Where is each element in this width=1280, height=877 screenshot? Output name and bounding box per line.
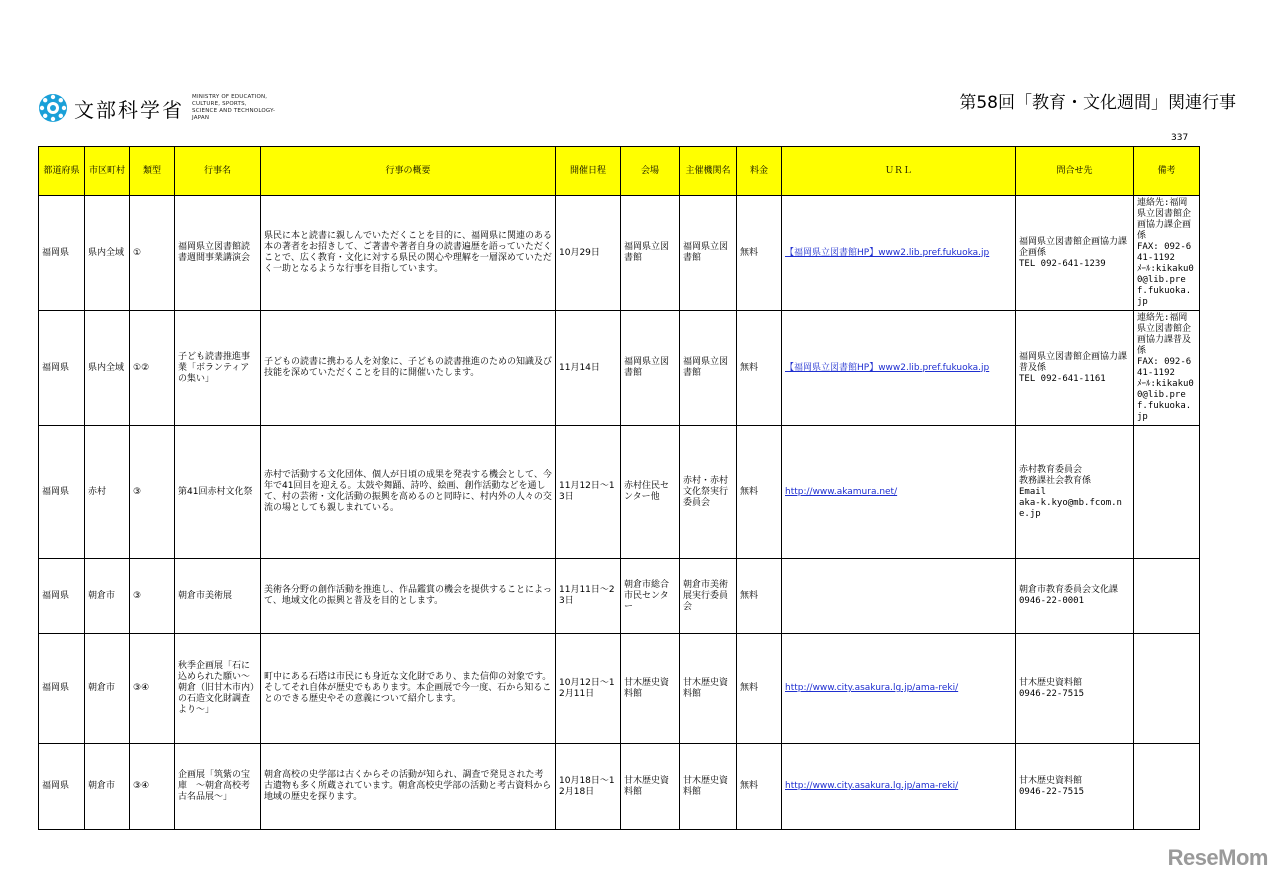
event-url-link[interactable]: 【福岡県立図書館HP】www2.lib.pref.fukuoka.jp [785,362,990,373]
event-url-link[interactable]: http://www.city.asakura.lg.jp/ama-reki/ [785,781,959,791]
column-header-type: 類型 [130,147,175,196]
table-row [39,426,1200,559]
municipality-cell [85,634,130,744]
event-url-link[interactable]: http://www.akamura.net/ [785,486,898,497]
column-header-fee: 料金 [737,147,782,196]
prefecture-cell-text: 福岡県 [42,590,70,601]
venue-cell [621,744,680,830]
type-cell-text: ① [133,247,142,258]
venue-cell-text: 赤村住民センター他 [624,481,670,502]
summary-cell-text: 町中にある石塔は市民にも身近な文化財であり、また信仰の対象です。そしてそれ自体が歴史でもあります。本企画展で今一度、石から知ることのできる歴史やその意義について紹介します。 [264,672,552,704]
type-cell-text: ③ [133,590,142,601]
event-name-cell [175,196,261,311]
column-header-organizer: 主催機関名 [680,147,737,196]
table-row [39,744,1200,830]
type-cell-text: ①② [133,362,150,373]
organizer-cell-text: 福岡県立図書館 [683,357,729,378]
municipality-cell [85,426,130,559]
event-name-cell [175,634,261,744]
dates-cell [556,311,621,426]
venue-cell-text: 甘木歴史資料館 [624,775,670,797]
prefecture-cell [39,196,85,311]
municipality-cell-text: 赤村 [88,486,107,497]
municipality-cell-text: 県内全域 [88,362,125,373]
organizer-cell [680,311,737,426]
type-cell-text: ③ [133,486,142,497]
ministry-english-name: MINISTRY OF EDUCATION, CULTURE, SPORTS, SCIENCE AND TECHNOLOGY-JAPAN [192,94,276,121]
fee-cell [737,196,782,311]
summary-cell [261,744,556,830]
organizer-cell-text: 福岡県立図書館 [683,242,729,263]
fee-cell [737,311,782,426]
fee-cell-text: 無料 [740,486,759,497]
prefecture-cell [39,311,85,426]
event-url-link[interactable]: http://www.city.asakura.lg.jp/ama-reki/ [785,683,959,693]
prefecture-cell-text: 福岡県 [42,247,70,258]
prefecture-cell [39,634,85,744]
table-row [39,634,1200,744]
url-cell [782,744,1016,830]
column-header-notes: 備考 [1134,147,1200,196]
column-header-event-name: 行事名 [175,147,261,196]
organizer-cell-text: 赤村・赤村文化祭実行委員会 [683,475,729,508]
prefecture-cell-text: 福岡県 [42,683,70,693]
summary-cell-text: 美術各分野の創作活動を推進し、作品鑑賞の機会を提供することによって、地域文化の振興と普及を目的とします。 [264,585,553,606]
type-cell [130,634,175,744]
type-cell [130,559,175,634]
venue-cell [621,311,680,426]
column-header-prefecture: 都道府県 [39,147,85,196]
event-name-cell [175,559,261,634]
contact-cell-text: 甘木歴史資料館 0946-22-7515 [1019,775,1085,797]
organizer-cell [680,196,737,311]
prefecture-cell-text: 福岡県 [42,781,70,791]
prefecture-cell [39,744,85,830]
event-name-cell [175,311,261,426]
summary-cell-text: 朝倉高校の史学部は古くからその活動が知られ、調査で発見された考古遺物も多く所蔵されています。朝倉高校史学部の活動と考古資料から地域の歴史を探ります。 [264,770,552,802]
notes-cell-text: 連絡先:福岡県立図書館企画協力課企画係 FAX: 092-641-1192 ﾒｰﾙ:kikaku00@lib.pref.fukuoka.jp [1137,198,1194,307]
table-row [39,196,1200,311]
notes-cell [1134,559,1200,634]
prefecture-cell-text: 福岡県 [42,362,70,373]
contact-cell [1016,744,1134,830]
contact-cell-text: 赤村教育委員会 教務課社会教育係 Email aka-k.kyo@mb.fcom.ne.jp [1019,464,1122,519]
fee-cell [737,634,782,744]
organizer-cell-text: 甘木歴史資料館 [683,677,729,699]
venue-cell [621,559,680,634]
summary-cell [261,559,556,634]
event-name-cell-text: 子ども読書推進事業「ボランティアの集い」 [178,351,251,384]
event-name-cell [175,744,261,830]
ministry-name: 文部科学省 [74,97,184,122]
municipality-cell-text: 朝倉市 [88,781,116,791]
contact-cell [1016,196,1134,311]
url-cell [782,311,1016,426]
organizer-cell [680,634,737,744]
summary-cell-text: 子どもの読書に携わる人を対象に、子どもの読書推進のための知識及び技能を深めていただくことを目的に開催いたします。 [264,357,553,378]
notes-cell [1134,426,1200,559]
column-header-municipality: 市区町村 [85,147,130,196]
notes-cell [1134,744,1200,830]
dates-cell-text: 10月29日 [559,247,600,258]
notes-cell-text: 連絡先:福岡県立図書館企画協力課普及係 FAX: 092-641-1192 ﾒｰﾙ:kikaku00@lib.pref.fukuoka.jp [1137,313,1194,422]
summary-cell [261,196,556,311]
contact-cell-text: 朝倉市教育委員会文化課 0946-22-0001 [1019,585,1119,606]
column-header-venue: 会場 [621,147,680,196]
mext-emblem-icon [38,93,68,123]
municipality-cell-text: 県内全域 [88,247,125,258]
table-row [39,559,1200,634]
municipality-cell [85,196,130,311]
dates-cell-text: 10月18日～12月18日 [559,775,615,797]
url-cell [782,426,1016,559]
fee-cell-text: 無料 [740,781,759,791]
url-cell [782,196,1016,311]
organizer-cell-text: 甘木歴史資料館 [683,775,729,797]
type-cell-text: ③④ [133,781,150,791]
municipality-cell-text: 朝倉市 [88,590,116,601]
table-row [39,311,1200,426]
event-url-link[interactable]: 【福岡県立図書館HP】www2.lib.pref.fukuoka.jp [785,247,990,258]
contact-cell [1016,634,1134,744]
fee-cell [737,426,782,559]
notes-cell [1134,634,1200,744]
event-name-cell-text: 企画展「筑紫の宝庫 ～朝倉高校考古名品展～」 [178,770,251,802]
dates-cell-text: 11月12日～13日 [559,481,615,502]
event-name-cell-text: 秋季企画展「石に込められた願い～朝倉（旧甘木市内）の石造文化財調査より～」 [178,661,255,715]
summary-cell-text: 県民に本と読書に親しんでいただくことを目的に、福岡県に関連のある本の著者をお招きして、ご著書や著者自身の読書遍歴を語っていただくことで、広く教育・文化に対する県民の関心や理解を一層深めていただく一助となるような行事を目指しています。 [264,231,553,274]
summary-cell [261,311,556,426]
events-table [38,146,1200,830]
contact-cell [1016,559,1134,634]
type-cell [130,196,175,311]
fee-cell-text: 無料 [740,683,759,693]
contact-cell-text: 福岡県立図書館企画協力課企画係 TEL 092-641-1239 [1019,236,1128,269]
contact-cell-text: 福岡県立図書館企画協力課普及係 TEL 092-641-1161 [1019,351,1128,384]
fee-cell-text: 無料 [740,362,759,373]
contact-cell [1016,426,1134,559]
column-header-url: ＵＲＬ [782,147,1016,196]
municipality-cell-text: 朝倉市 [88,683,116,693]
dates-cell [556,559,621,634]
dates-cell [556,426,621,559]
type-cell [130,311,175,426]
type-cell [130,744,175,830]
fee-cell [737,559,782,634]
venue-cell-text: 朝倉市総合市民センター [624,579,670,612]
summary-cell-text: 赤村で活動する文化団体、個人が日頃の成果を発表する機会として、今年で41回目を迎える。太鼓や舞踊、詩吟、絵画、創作活動などを通して、村の芸術・文化活動の振興を高めるのと同時に、村内外の人々の交流の場としても親しまれている。 [264,470,552,513]
type-cell [130,426,175,559]
venue-cell [621,634,680,744]
type-cell-text: ③④ [133,683,150,693]
column-header-dates: 開催日程 [556,147,621,196]
ministry-logo [38,88,282,128]
dates-cell [556,634,621,744]
event-name-cell [175,426,261,559]
notes-cell [1134,311,1200,426]
venue-cell [621,426,680,559]
prefecture-cell-text: 福岡県 [42,486,70,497]
notes-cell [1134,196,1200,311]
organizer-cell [680,426,737,559]
prefecture-cell [39,426,85,559]
dates-cell [556,196,621,311]
summary-cell [261,634,556,744]
summary-cell [261,426,556,559]
venue-cell-text: 甘木歴史資料館 [624,677,670,699]
contact-cell [1016,311,1134,426]
resemom-watermark: ReseMom [1167,845,1268,870]
organizer-cell-text: 朝倉市美術展実行委員会 [683,579,729,612]
page-number: 337 [1171,133,1189,143]
dates-cell [556,744,621,830]
municipality-cell [85,559,130,634]
dates-cell-text: 10月12日～12月11日 [559,677,615,699]
fee-cell-text: 無料 [740,590,759,601]
column-header-summary: 行事の概要 [261,147,556,196]
venue-cell [621,196,680,311]
fee-cell [737,744,782,830]
prefecture-cell [39,559,85,634]
municipality-cell [85,744,130,830]
venue-cell-text: 福岡県立図書館 [624,242,670,263]
organizer-cell [680,559,737,634]
event-name-cell-text: 第41回赤村文化祭 [178,486,253,497]
document-title: 第58回「教育・文化週間」関連行事 [959,93,1236,113]
url-cell [782,559,1016,634]
fee-cell-text: 無料 [740,247,759,258]
table-header-row [39,147,1200,196]
event-name-cell-text: 朝倉市美術展 [178,590,233,601]
dates-cell-text: 11月14日 [559,362,600,373]
event-name-cell-text: 福岡県立図書館読書週間事業講演会 [178,242,251,263]
contact-cell-text: 甘木歴史資料館 0946-22-7515 [1019,677,1085,699]
url-cell [782,634,1016,744]
venue-cell-text: 福岡県立図書館 [624,357,670,378]
municipality-cell [85,311,130,426]
column-header-contact: 問合せ先 [1016,147,1134,196]
organizer-cell [680,744,737,830]
dates-cell-text: 11月11日～23日 [559,585,615,606]
